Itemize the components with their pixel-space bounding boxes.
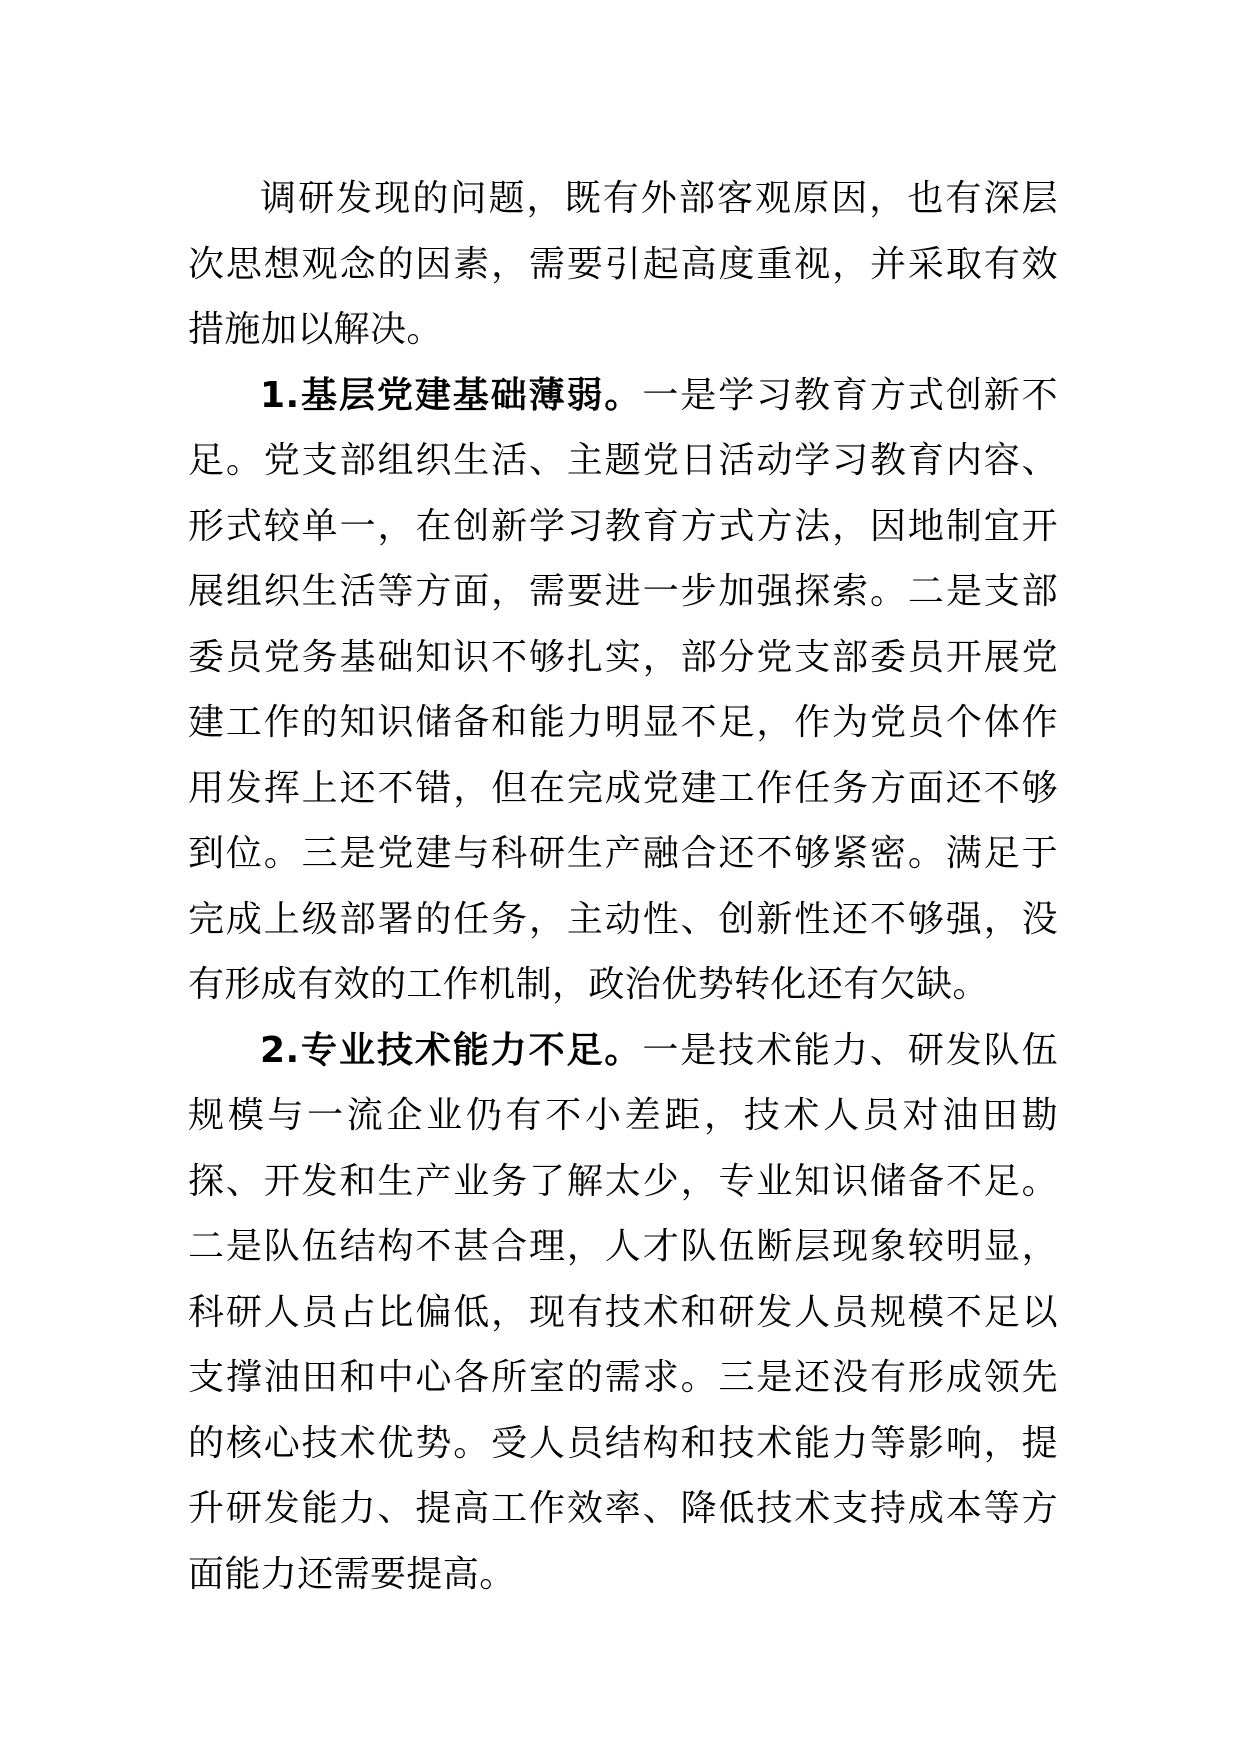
section-2-paragraph — [188, 1018, 1058, 1608]
section-1-paragraph — [188, 363, 1058, 1018]
section-1-heading: 1.基层党建基础薄弱。 — [260, 374, 643, 416]
intro-text: 调研发现的问题，既有外部客观原因，也有深层次思想观念的因素，需要引起高度重视，并采取有效措施加以解决。 — [188, 178, 1058, 350]
section-2-heading: 2.专业技术能力不足。 — [260, 1029, 643, 1071]
intro-paragraph — [188, 166, 1058, 363]
section-2-body: 一是技术能力、研发队伍规模与一流企业仍有不小差距，技术人员对油田勘探、开发和生产业务了解太少，专业知识储备不足。二是队伍结构不甚合理，人才队伍断层现象较明显，科研人员占比偏低，现有技术和研发人员规模不足以支撑油田和中心各所室的需求。三是还没有形成领先的核心技术优势。受人员结构和技术能力等影响，提升研发能力、提高工作效率、降低技术支持成本等方面能力还需要提高。 — [188, 1029, 1058, 1595]
document-body — [188, 166, 1058, 1607]
section-1-body: 一是学习教育方式创新不足。党支部组织生活、主题党日活动学习教育内容、形式较单一，在创新学习教育方式方法，因地制宜开展组织生活等方面，需要进一步加强探索。二是支部委员党务基础知识不够扎实，部分党支部委员开展党建工作的知识储备和能力明显不足，作为党员个体作用发挥上还不错，但在完成党建工作任务方面还不够到位。三是党建与科研生产融合还不够紧密。满足于完成上级部署的任务，主动性、创新性还不够强，没有形成有效的工作机制，政治优势转化还有欠缺。 — [188, 374, 1058, 1005]
